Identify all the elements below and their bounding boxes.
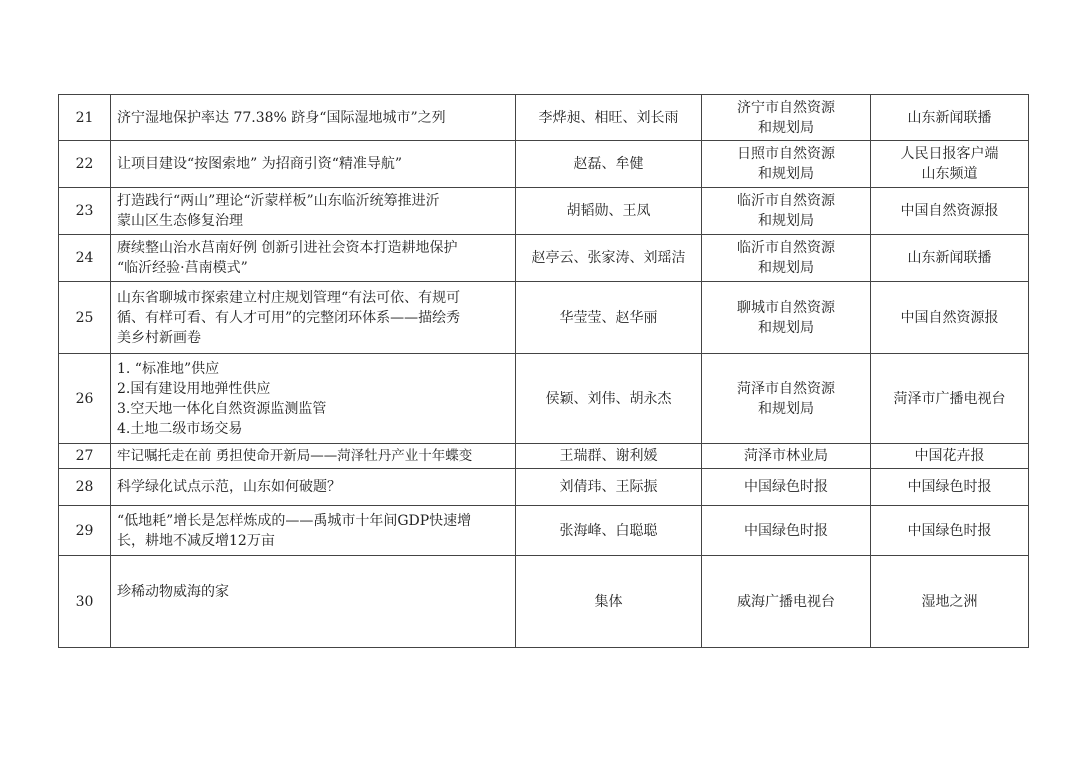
submitting-unit: 聊城市自然资源 和规划局 [702, 282, 871, 354]
row-number: 26 [59, 354, 111, 444]
article-title: 珍稀动物威海的家 [111, 556, 516, 648]
article-title: 赓续整山治水莒南好例 创新引进社会资本打造耕地保护 “临沂经验·莒南模式” [111, 235, 516, 282]
table-row [59, 95, 1029, 141]
table-row [59, 188, 1029, 235]
article-title: 打造践行“两山”理论“沂蒙样板”山东临沂统筹推进沂 蒙山区生态修复治理 [111, 188, 516, 235]
table-row [59, 282, 1029, 354]
table-row [59, 354, 1029, 444]
authors: 赵亭云、张家涛、刘瑶洁 [516, 235, 702, 282]
media-outlet: 湿地之洲 [871, 556, 1029, 648]
article-title: 山东省聊城市探索建立村庄规划管理“有法可依、有规可 循、有样可看、有人才可用”的完整闭环体系——描绘秀 美乡村新画卷 [111, 282, 516, 354]
submitting-unit: 中国绿色时报 [702, 469, 871, 506]
media-outlet: 中国绿色时报 [871, 469, 1029, 506]
table-row [59, 444, 1029, 469]
authors: 赵磊、牟健 [516, 141, 702, 188]
submitting-unit: 日照市自然资源 和规划局 [702, 141, 871, 188]
submitting-unit: 菏泽市林业局 [702, 444, 871, 469]
article-title: 牢记嘱托走在前 勇担使命开新局——菏泽牡丹产业十年蝶变 [111, 444, 516, 469]
media-outlet: 人民日报客户端 山东频道 [871, 141, 1029, 188]
authors: 刘倩玮、王际振 [516, 469, 702, 506]
submitting-unit: 中国绿色时报 [702, 506, 871, 556]
authors: 集体 [516, 556, 702, 648]
row-number: 30 [59, 556, 111, 648]
authors: 侯颖、刘伟、胡永杰 [516, 354, 702, 444]
media-outlet: 中国花卉报 [871, 444, 1029, 469]
table-row [59, 506, 1029, 556]
article-title: 让项目建设“按图索地” 为招商引资“精准导航” [111, 141, 516, 188]
row-number: 29 [59, 506, 111, 556]
authors: 华莹莹、赵华丽 [516, 282, 702, 354]
article-title: 1. “标准地”供应 2.国有建设用地弹性供应 3.空天地一体化自然资源监测监管 4.土地二级市场交易 [111, 354, 516, 444]
media-outlet: 中国绿色时报 [871, 506, 1029, 556]
row-number: 21 [59, 95, 111, 141]
submitting-unit: 临沂市自然资源 和规划局 [702, 235, 871, 282]
row-number: 24 [59, 235, 111, 282]
authors: 李烨昶、相旺、刘长雨 [516, 95, 702, 141]
table-row [59, 556, 1029, 648]
media-outlet: 中国自然资源报 [871, 282, 1029, 354]
article-title: “低地耗”增长是怎样炼成的——禹城市十年间GDP快速增 长，耕地不减反增12万亩 [111, 506, 516, 556]
media-outlet: 山东新闻联播 [871, 95, 1029, 141]
submitting-unit: 威海广播电视台 [702, 556, 871, 648]
row-number: 28 [59, 469, 111, 506]
authors: 张海峰、白聪聪 [516, 506, 702, 556]
row-number: 27 [59, 444, 111, 469]
submitting-unit: 临沂市自然资源 和规划局 [702, 188, 871, 235]
row-number: 22 [59, 141, 111, 188]
authors: 胡韬勋、王凤 [516, 188, 702, 235]
media-outlet: 山东新闻联播 [871, 235, 1029, 282]
authors: 王瑞群、谢利媛 [516, 444, 702, 469]
table-row [59, 141, 1029, 188]
awards-table [58, 94, 1029, 648]
submitting-unit: 济宁市自然资源 和规划局 [702, 95, 871, 141]
media-outlet: 菏泽市广播电视台 [871, 354, 1029, 444]
table-row [59, 235, 1029, 282]
article-title: 济宁湿地保护率达 77.38% 跻身“国际湿地城市”之列 [111, 95, 516, 141]
media-outlet: 中国自然资源报 [871, 188, 1029, 235]
submitting-unit: 菏泽市自然资源 和规划局 [702, 354, 871, 444]
table-row [59, 469, 1029, 506]
article-title: 科学绿化试点示范，山东如何破题？ [111, 469, 516, 506]
row-number: 23 [59, 188, 111, 235]
row-number: 25 [59, 282, 111, 354]
